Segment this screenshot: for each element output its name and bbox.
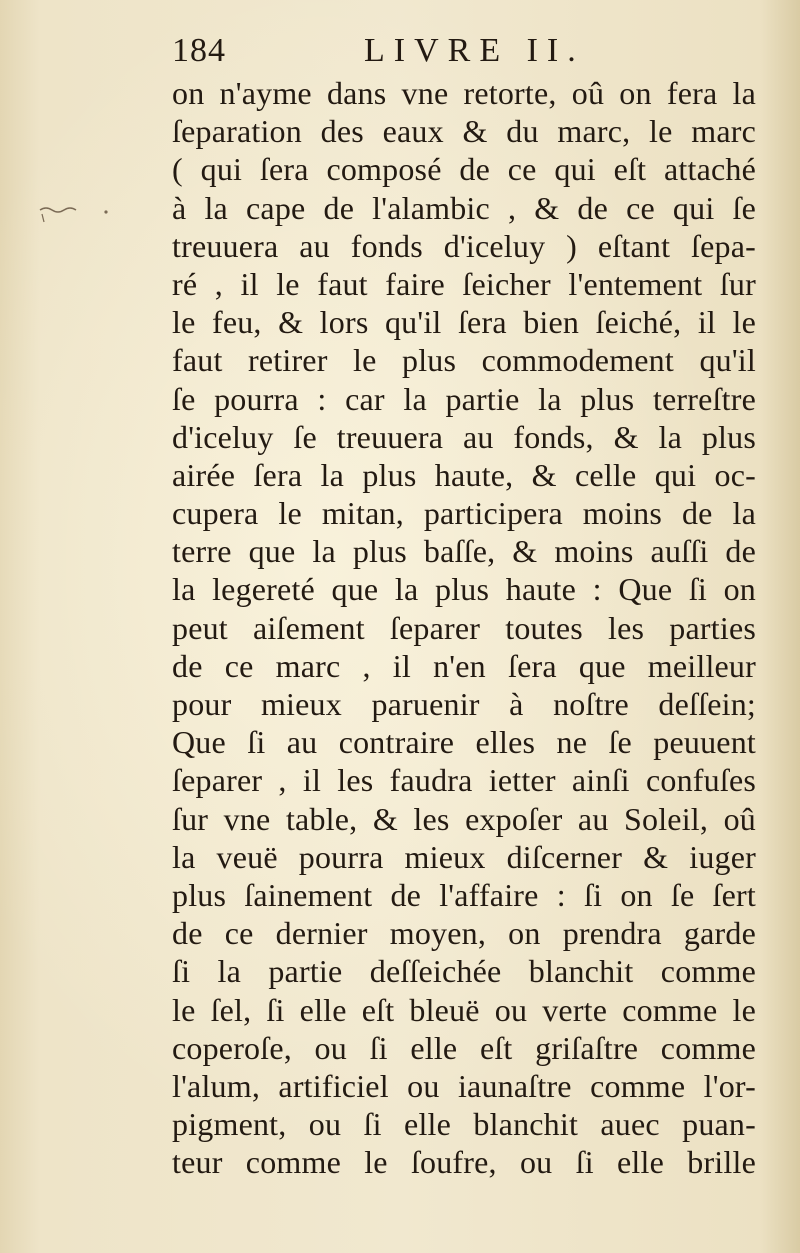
- text-line: la veuë pourra mieux diſcerner & iuger: [172, 838, 756, 875]
- text-line: ſur vne table, & les expoſer au Soleil, oû: [172, 800, 756, 837]
- text-line: ſi la partie deſſeichée blanchit comme: [172, 953, 756, 990]
- text-line: pour mieux paruenir à noſtre deſſein;: [172, 686, 756, 722]
- text-line: le ſel, ſi elle eſt bleuë ou verte comme le: [172, 991, 756, 1028]
- text-line: la legereté que la plus haute : Que ſi on: [172, 571, 756, 608]
- text-line: cupera le mitan, participera moins de la: [172, 495, 756, 532]
- text-line: treuuera au fonds d'iceluy ) eſtant ſepa-: [172, 227, 756, 264]
- body-text: [172, 74, 756, 1181]
- text-line: terre que la plus baſſe, & moins auſſi de: [172, 533, 756, 570]
- page-header: [172, 32, 732, 80]
- text-line: de ce marc , il n'en ſera que meilleur: [172, 647, 756, 684]
- text-line: ( qui ſera composé de ce qui eſt attaché: [172, 151, 756, 188]
- text-line: pigment, ou ſi elle blanchit auec puan-: [172, 1106, 756, 1143]
- text-line: l'alum, artificiel ou iaunaſtre comme l'or-: [172, 1067, 756, 1104]
- text-line: à la cape de l'alambic , & de ce qui ſe: [172, 189, 756, 226]
- text-line: ſe pourra : car la partie la plus terreſtre: [172, 380, 756, 417]
- text-line: teur comme le ſoufre, ou ſi elle brille: [172, 1144, 756, 1181]
- text-line: peut aiſement ſeparer toutes les parties: [172, 609, 756, 646]
- text-line: on n'ayme dans vne retorte, oû on fera la: [172, 75, 756, 111]
- text-line: Que ſi au contraire elles ne ſe peuuent: [172, 724, 756, 761]
- running-title: LIVRE II.: [364, 32, 585, 69]
- text-line: coperoſe, ou ſi elle eſt griſaſtre comme: [172, 1029, 756, 1066]
- text-line: ſeparer , il les faudra ietter ainſi confuſes: [172, 762, 756, 799]
- margin-ink-mark: [36, 196, 116, 226]
- text-line: d'iceluy ſe treuuera au fonds, & la plus: [172, 418, 756, 455]
- text-line: ſeparation des eaux & du marc, le marc: [172, 113, 756, 150]
- text-line: faut retirer le plus commodement qu'il: [172, 342, 756, 379]
- page-number: 184: [172, 32, 226, 69]
- text-line: le feu, & lors qu'il ſera bien ſeiché, il le: [172, 304, 756, 341]
- text-line: airée ſera la plus haute, & celle qui oc-: [172, 456, 756, 493]
- text-line: plus ſainement de l'affaire : ſi on ſe ſert: [172, 876, 756, 913]
- text-line: ré , il le faut faire ſeicher l'entement ſur: [172, 265, 756, 302]
- text-line: de ce dernier moyen, on prendra garde: [172, 915, 756, 952]
